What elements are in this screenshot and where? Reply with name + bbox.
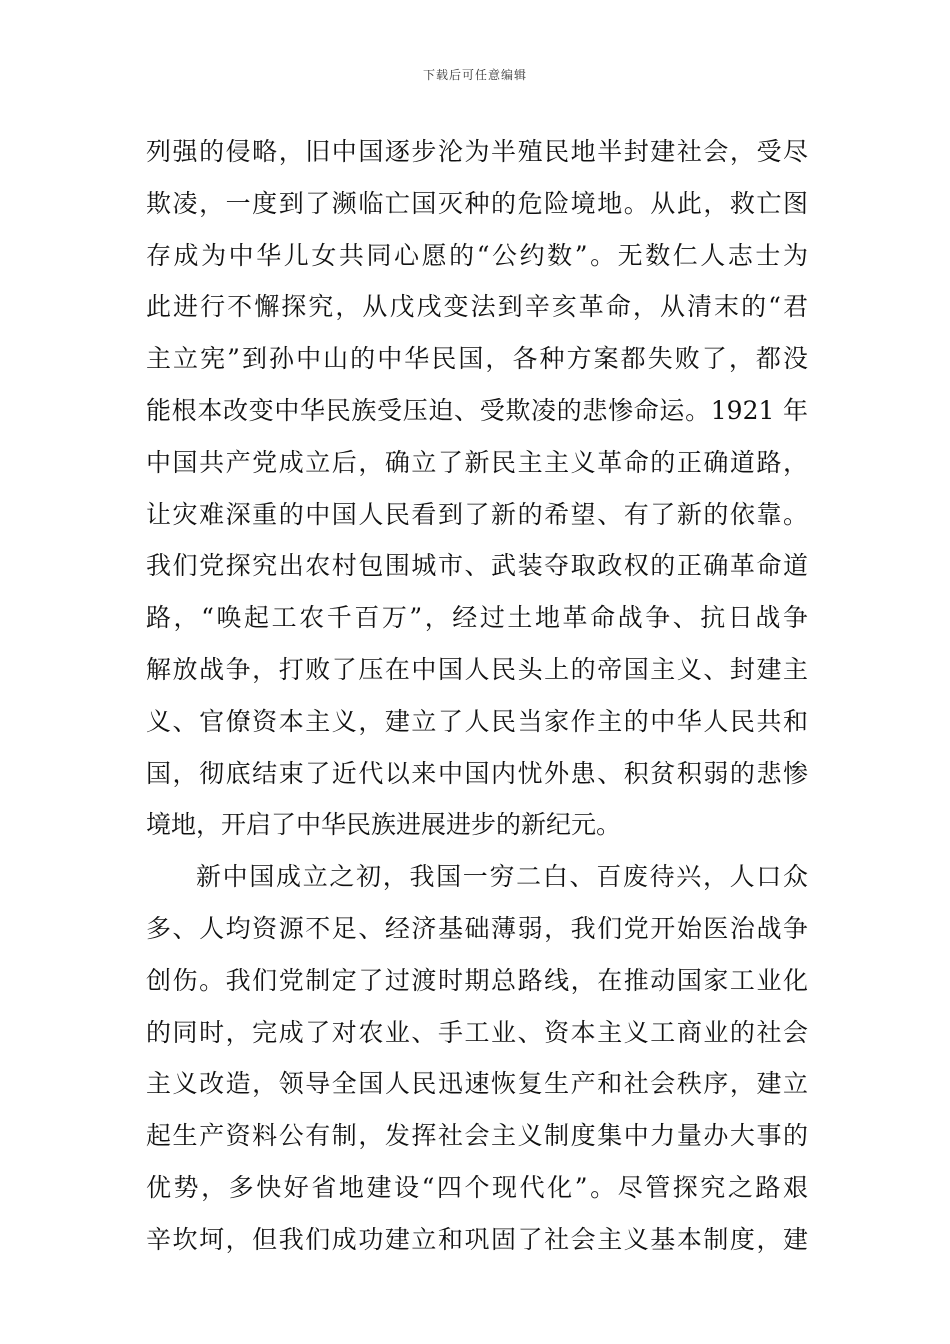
paragraph-2 <box>146 851 808 1265</box>
text-line: 主义改造，领导全国人民迅速恢复生产和社会秩序，建立 <box>146 1069 808 1099</box>
text-line: 我们党探究出农村包围城市、武装夺取政权的正确革命道 <box>146 551 808 581</box>
text-line: 让灾难深重的中国人民看到了新的希望、有了新的依靠。 <box>146 499 808 529</box>
text-line: 优势，多快好省地建设“四个现代化”。尽管探究之路艰 <box>146 1172 808 1202</box>
text-line: 辛坎坷，但我们成功建立和巩固了社会主义基本制度，建 <box>146 1224 808 1254</box>
text-line: 境地，开启了中华民族进展进步的新纪元。 <box>146 810 622 840</box>
text-line: 多、人均资源不足、经济基础薄弱，我们党开始医治战争 <box>146 913 808 943</box>
paragraph-1 <box>146 126 808 851</box>
text-line: 解放战争，打败了压在中国人民头上的帝国主义、封建主 <box>146 654 808 684</box>
text-line: 国，彻底结束了近代以来中国内忧外患、积贫积弱的悲惨 <box>146 758 808 788</box>
text-line: 义、官僚资本主义，建立了人民当家作主的中华人民共和 <box>146 706 808 736</box>
text-line: 能根本改变中华民族受压迫、受欺凌的悲惨命运。1921 年 <box>146 395 808 425</box>
text-line: 此进行不懈探究，从戊戌变法到辛亥革命，从清末的“君 <box>146 292 808 322</box>
text-line: 中国共产党成立后，确立了新民主主义革命的正确道路， <box>146 447 808 477</box>
text-line: 欺凌，一度到了濒临亡国灭种的危险境地。从此，救亡图 <box>146 188 808 218</box>
page-header: 下载后可任意编辑 <box>422 68 527 82</box>
text-line: 创伤。我们党制定了过渡时期总路线，在推动国家工业化 <box>146 965 808 995</box>
text-line: 列强的侵略，旧中国逐步沦为半殖民地半封建社会，受尽 <box>146 137 808 166</box>
text-line: 起生产资料公有制，发挥社会主义制度集中力量办大事的 <box>146 1121 808 1151</box>
text-line: 主立宪”到孙中山的中华民国，各种方案都失败了，都没 <box>146 344 808 374</box>
text-line: 存成为中华儿女共同心愿的“公约数”。无数仁人志士为 <box>146 240 808 270</box>
text-line: 新中国成立之初，我国一穷二白、百废待兴，人口众 <box>196 862 808 892</box>
text-line: 的同时，完成了对农业、手工业、资本主义工商业的社会 <box>146 1017 808 1047</box>
text-line: 路，“唤起工农千百万”，经过土地革命战争、抗日战争 <box>146 603 808 633</box>
document-body <box>146 126 808 1266</box>
